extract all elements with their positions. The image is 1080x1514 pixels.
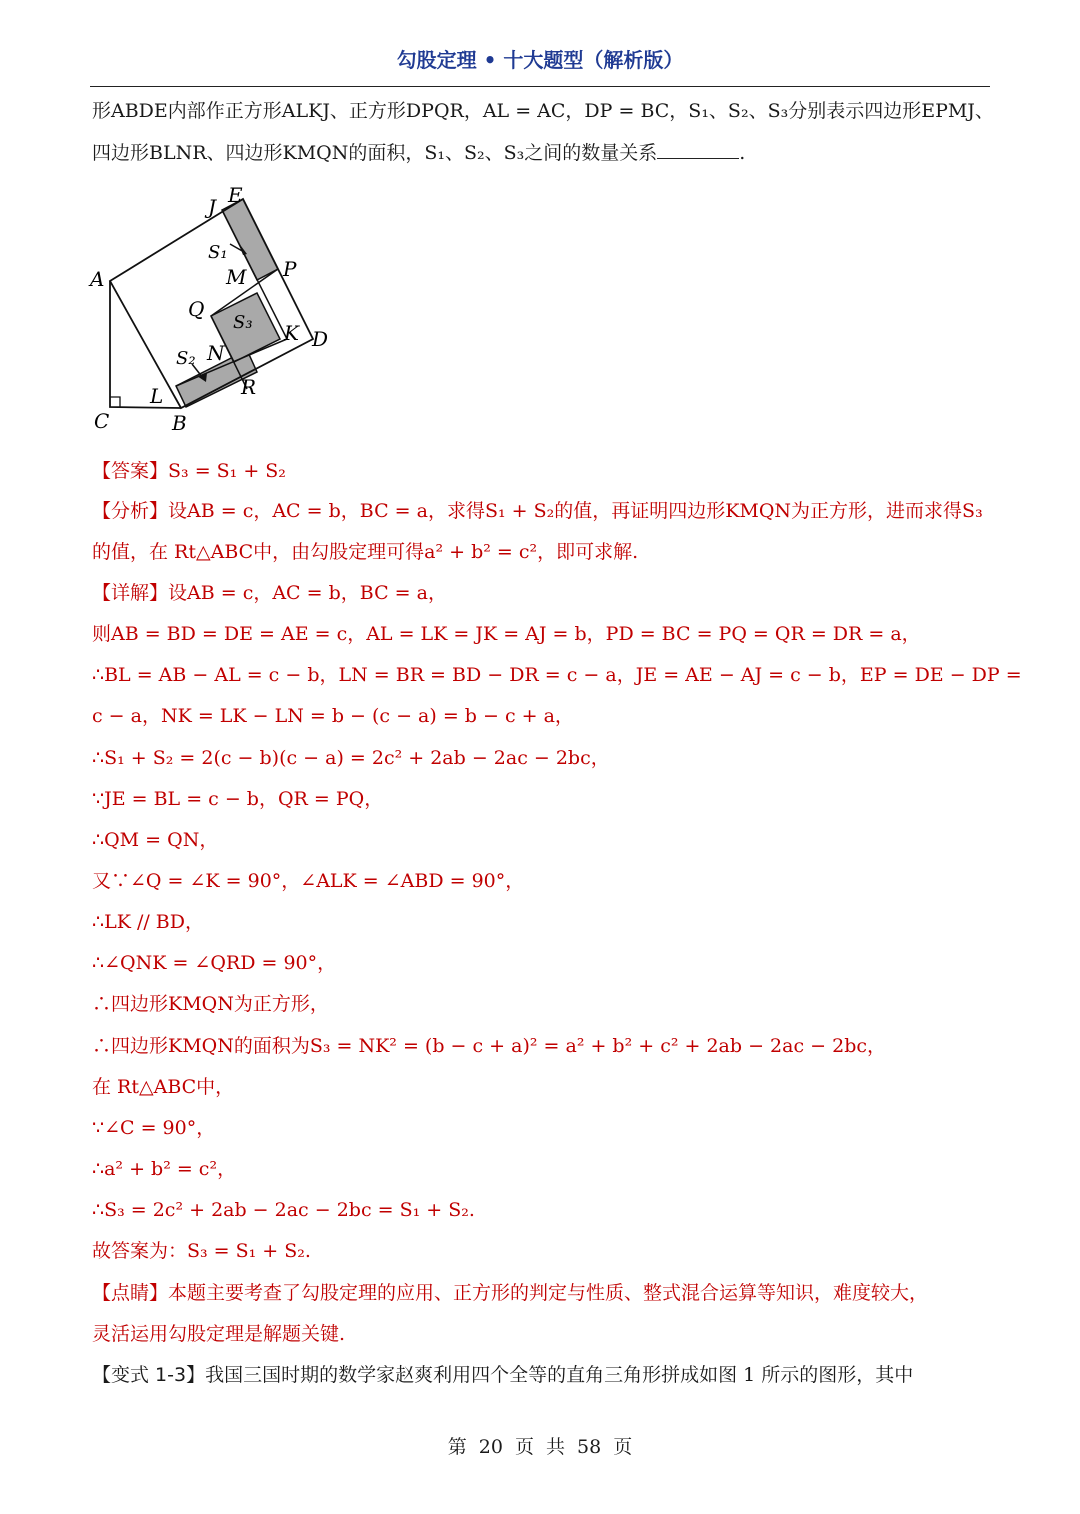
analysis-line-2: 的值，在 Rt△ABC中，由勾股定理可得a² + b² = c²，即可求解. <box>92 541 639 563</box>
label-L: L <box>150 384 164 408</box>
label-A: A <box>90 267 105 291</box>
detail-line-1: 则AB = BD = DE = AE = c，AL = LK = JK = AJ = b，PD = BC = PQ = QR = DR = a， <box>92 623 921 645</box>
detail-line-4: ∴S₁ + S₂ = 2(c − b)(c − a) = 2c² + 2ab − 2ac − 2bc， <box>92 747 610 769</box>
problem-line-2 <box>92 140 745 166</box>
variant-text: 我国三国时期的数学家赵爽利用四个全等的直角三角形拼成如图 1 所示的图形，其中 <box>205 1364 914 1386</box>
label-B: B <box>172 411 187 435</box>
label-R: R <box>241 375 257 399</box>
detail-line-11: ∴四边形KMQN的面积为S₃ = NK² = (b − c + a)² = a² + b² + c² + 2ab − 2ac − 2bc， <box>92 1035 886 1057</box>
label-K: K <box>284 321 299 345</box>
comment-line-2: 灵活运用勾股定理是解题关键. <box>92 1323 346 1345</box>
label-M: M <box>226 265 247 289</box>
page-header-title: 勾股定理 • 十大题型（解析版） <box>396 48 684 72</box>
label-J: J <box>208 195 217 219</box>
comment-text-1: 本题主要考查了勾股定理的应用、正方形的判定与性质、整式混合运算等知识，难度较大， <box>168 1282 929 1304</box>
geometry-figure <box>80 182 340 442</box>
detail-line-3: c − a，NK = LK − LN = b − (c − a) = b − c + a， <box>92 705 574 727</box>
label-D: D <box>312 327 329 351</box>
label-S1: S₁ <box>208 242 228 263</box>
detail-line-7: 又∵∠Q = ∠K = 90°，∠ALK = ∠ABD = 90°， <box>92 870 525 892</box>
header-rule <box>90 86 990 87</box>
detail-line-6: ∴QM = QN， <box>92 829 219 851</box>
detail-text-0: 设AB = c，AC = b，BC = a， <box>168 582 447 604</box>
detail-line-0 <box>92 580 447 606</box>
detail-line-16: 故答案为：S₃ = S₁ + S₂. <box>92 1240 311 1262</box>
detail-line-8: ∴LK // BD， <box>92 911 204 933</box>
detail-line-15: ∴S₃ = 2c² + 2ab − 2ac − 2bc = S₁ + S₂. <box>92 1199 475 1221</box>
answer-text: S₃ = S₁ + S₂ <box>168 460 286 482</box>
label-P: P <box>283 257 297 281</box>
comment-line-1 <box>92 1280 928 1306</box>
right-angle-c <box>110 397 120 407</box>
label-Q: Q <box>188 297 205 321</box>
problem-line-2-text: 四边形BLNR、四边形KMQN的面积，S₁、S₂、S₃之间的数量关系 <box>92 142 658 164</box>
page-footer: 第 20 页 共 58 页 <box>447 1436 633 1458</box>
detail-line-2: ∴BL = AB − AL = c − b，LN = BR = BD − DR = c − a，JE = AE − AJ = c − b，EP = DE − DP = <box>92 664 1022 686</box>
detail-line-12: 在 Rt△ABC中， <box>92 1076 235 1098</box>
detail-line-9: ∴∠QNK = ∠QRD = 90°， <box>92 952 337 974</box>
label-S3: S₃ <box>233 312 253 333</box>
analysis-line-1 <box>92 498 983 524</box>
answer-tag: 【答案】 <box>92 460 169 482</box>
label-E: E <box>228 183 243 207</box>
problem-line-2-end: . <box>739 142 746 164</box>
label-N: N <box>207 341 225 365</box>
analysis-text-1: 设AB = c，AC = b，BC = a，求得S₁ + S₂的值，再证明四边形KMQN为正方形，进而求得S₃ <box>168 500 983 522</box>
detail-line-14: ∴a² + b² = c²， <box>92 1158 237 1180</box>
comment-tag: 【点睛】 <box>92 1282 169 1304</box>
answer-line <box>92 458 286 484</box>
analysis-tag: 【分析】 <box>92 500 169 522</box>
variant-line <box>92 1362 913 1388</box>
label-C: C <box>94 409 110 433</box>
detail-line-5: ∵JE = BL = c − b，QR = PQ， <box>92 788 384 810</box>
detail-tag: 【详解】 <box>92 582 169 604</box>
variant-tag: 【变式 1-3】 <box>92 1364 206 1386</box>
answer-blank <box>657 140 739 159</box>
label-S2: S₂ <box>176 348 196 369</box>
detail-line-10: ∴四边形KMQN为正方形， <box>92 993 329 1015</box>
detail-line-13: ∵∠C = 90°， <box>92 1117 216 1139</box>
problem-line-1: 形ABDE内部作正方形ALKJ、正方形DPQR，AL = AC，DP = BC，S₁、S₂、S₃分别表示四边形EPMJ、 <box>92 100 994 122</box>
